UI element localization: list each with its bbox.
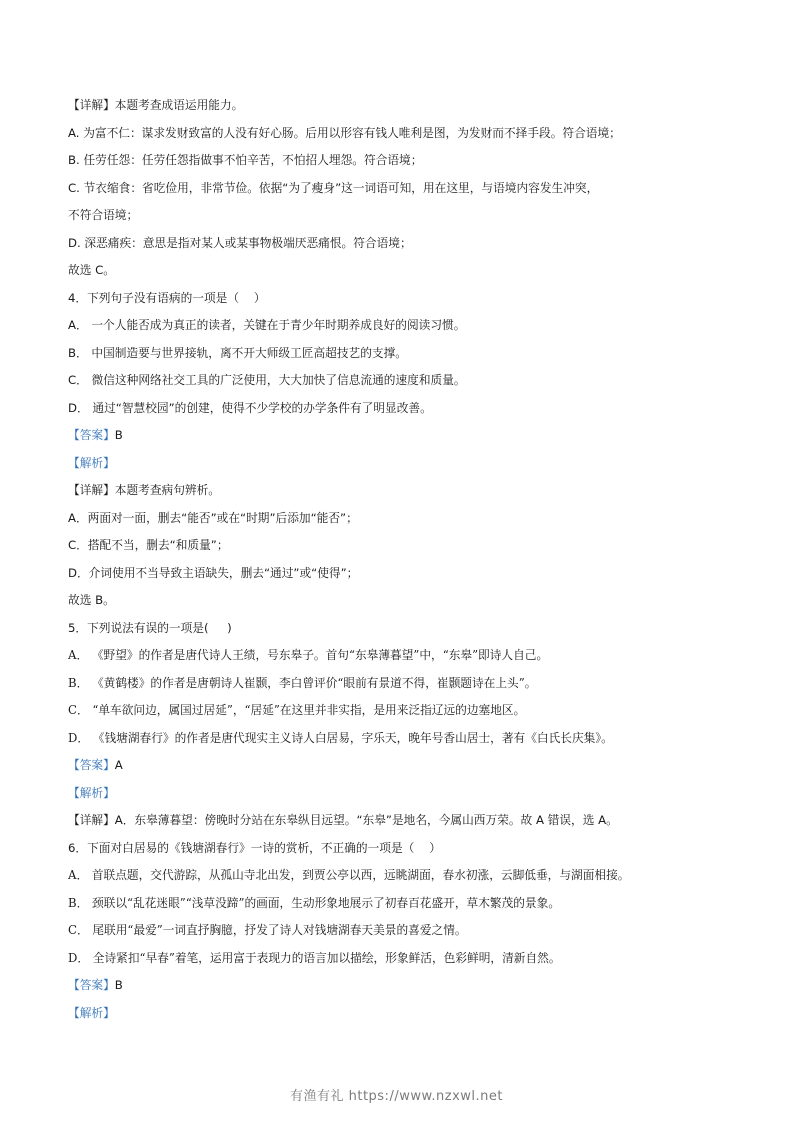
question-5-analysis-label: 【解析】 [68, 785, 115, 800]
explanation-heading: 【详解】本题考查成语运用能力。 [68, 98, 244, 112]
question-4-option-c: C． 微信这种网络社交工具的广泛使用，大大加快了信息流通的速度和质量。 [68, 373, 466, 387]
answer-value: B [114, 978, 123, 992]
explanation-item-a: A. 为富不仁：谋求发财致富的人没有好心肠。后用以形容有钱人唯利是图，为发财而不择手段。符合语境； [68, 125, 621, 140]
explanation-item-c-cont: 不符合语境； [68, 208, 139, 222]
page-footer-watermark: 有渔有礼 https://www.nzxwl.net [289, 1089, 504, 1104]
answer-value: A [114, 758, 123, 772]
question-5-option-d: D． 《钱塘湖春行》的作者是唐代现实主义诗人白居易，字乐天，晚年号香山居士，著有《白氏长庆集》。 [68, 730, 613, 745]
question-4-stem: 4．下列句子没有语病的一项是（ ） [68, 290, 266, 305]
question-4-explanation-c: C．搭配不当，删去“和质量”； [68, 538, 229, 552]
question-4-option-a: A． 一个人能否成为真正的读者，关键在于青少年时期养成良好的阅读习惯。 [68, 318, 466, 332]
explanation-item-b: B. 任劳任怨：任劳任怨指做事不怕辛苦，不怕招人埋怨。符合语境； [68, 153, 423, 167]
explanation-item-c: C. 节衣缩食：省吃俭用，非常节俭。依据“为了瘦身”这一词语可知，用在这里，与语境内容发生冲突， [68, 180, 599, 195]
question-6-option-b: B． 颈联以“乱花迷眼”“浅草没蹄”的画面，生动形象地展示了初春百花盛开，草木繁茂的景象。 [68, 895, 561, 910]
explanation-item-d: D. 深恶痛疾：意思是指对某人或某事物极端厌恶痛恨。符合语境； [68, 235, 412, 250]
question-5-stem: 5．下列说法有误的一项是( ) [68, 620, 232, 635]
question-5-explanation: 【详解】A．东皋薄暮望：傍晚时分站在东皋纵目远望。“东皋”是地名，今属山西万荣。故 A 错误，选 A。 [68, 813, 618, 827]
question-4-explanation-a: A．两面对一面，删去“能否”或在“时期”后添加“能否”； [68, 510, 358, 525]
question-6-option-a: A． 首联点题，交代游踪，从孤山寺北出发，到贾公亭以西，远眺湖面，春水初涨，云脚低垂，与湖面相接。 [68, 868, 630, 882]
question-6-option-d: D． 全诗紧扣“早春”着笔，运用富于表现力的语言加以描绘，形象鲜活，色彩鲜明，清新自然。 [68, 950, 561, 965]
answer-value: B [114, 428, 123, 442]
question-5-option-b: B． 《黄鹤楼》的作者是唐朝诗人崔颢，李白曾评价“眼前有景道不得，崔颢题诗在上头”。 [68, 675, 537, 690]
question-4-explanation-conclusion: 故选 B。 [68, 593, 115, 607]
question-5-answer [68, 752, 725, 780]
question-4-analysis-label: 【解析】 [68, 455, 115, 470]
question-4-explanation-heading: 【详解】本题考查病句辨析。 [68, 483, 220, 497]
question-5-option-c: C． “单车欲问边，属国过居延”，“居延”在这里并非实指，是用来泛指辽远的边塞地区。 [68, 703, 526, 717]
question-4-answer [68, 422, 725, 450]
question-6-answer [68, 972, 725, 1000]
question-6-stem: 6．下面对白居易的《钱塘湖春行》一诗的赏析，不正确的一项是（ ） [68, 840, 441, 855]
explanation-conclusion: 故选 C。 [68, 263, 115, 277]
answer-label: 【答案】 [68, 758, 115, 772]
answer-label: 【答案】 [68, 978, 115, 992]
question-4-explanation-d: D．介词使用不当导致主语缺失，删去“通过”或“使得”； [68, 565, 359, 580]
answer-label: 【答案】 [68, 428, 115, 442]
question-6-option-c: C． 尾联用“最爱”一词直抒胸臆，抒发了诗人对钱塘湖春天美景的喜爱之情。 [68, 923, 467, 937]
question-4-option-d: D． 通过“智慧校园”的创建，使得不少学校的办学条件有了明显改善。 [68, 400, 432, 415]
question-6-analysis-label: 【解析】 [68, 1005, 115, 1020]
question-5-option-a: A． 《野望》的作者是唐代诗人王绩，号东皋子。首句“东皋薄暮望”中，“东皋”即诗人自己。 [68, 648, 549, 662]
question-4-option-b: B． 中国制造要与世界接轨，离不开大师级工匠高超技艺的支撑。 [68, 345, 407, 360]
